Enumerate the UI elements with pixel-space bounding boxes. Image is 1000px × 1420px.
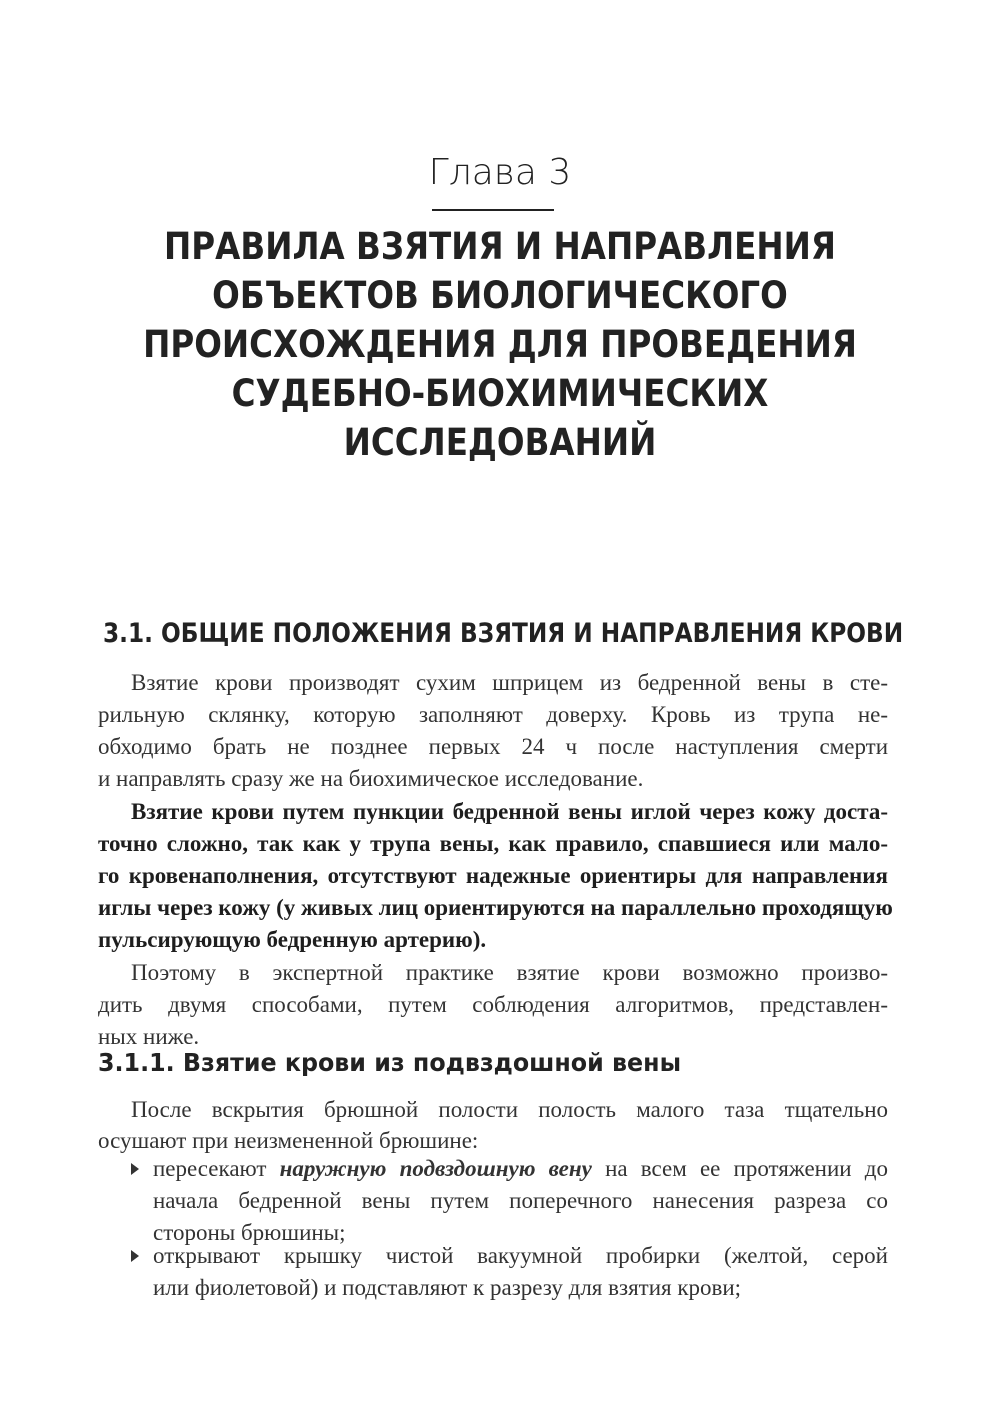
list-item-line (153, 1154, 888, 1184)
paragraph-line: и направлять сразу же на биохимическое исследование. (98, 766, 644, 791)
chapter-title (130, 222, 869, 467)
paragraph-line: дить двумя способами, путем соблюдения алгоритмов, представлен- (98, 992, 888, 1017)
chapter-label: Глава 3 (428, 152, 572, 193)
list-item-line: или фиолетовой) и подставляют к разрезу для взятия крови; (153, 1275, 742, 1300)
bullet-triangle-icon (131, 1163, 139, 1175)
paragraph-line: После вскрытия брюшной полости полость малого таза тщательно (131, 1097, 888, 1122)
bold-paragraph-line: Взятие крови путем пункции бедренной вены иглой через кожу доста- (131, 799, 888, 824)
paragraph-line: ных ниже. (98, 1024, 200, 1049)
bullet-triangle-icon (131, 1250, 139, 1262)
list-item-line: стороны брюшины; (153, 1220, 346, 1245)
paragraph-line: обходимо брать не позднее первых 24 ч после наступления смерти (98, 734, 888, 759)
chapter-title-line: ОБЪЕКТОВ БИОЛОГИЧЕСКОГО (212, 274, 788, 317)
bold-paragraph-line: точно сложно, так как у трупа вены, как правило, спавшиеся или мало- (98, 831, 888, 856)
emphasis-text: наружную подвздошную вену (279, 1156, 592, 1181)
subsection-heading: 3.1.1. Взятие крови из подвздошной вены (98, 1048, 682, 1077)
bold-paragraph-line: пульсирующую бедренную артерию). (98, 927, 487, 952)
list-item-text: пересекают (153, 1156, 280, 1181)
list-item-line: начала бедренной вены путем поперечного нанесения разреза со (153, 1188, 888, 1213)
paragraph-line: Взятие крови производят сухим шприцем из бедренной вены в сте- (131, 670, 888, 695)
list-item-text: на всем ее протяжении до (591, 1156, 889, 1181)
paragraph-line: Поэтому в экспертной практике взятие крови возможно произво- (131, 960, 888, 985)
bold-paragraph-line: иглы через кожу (у живых лиц ориентируются на параллельно проходящую (98, 895, 893, 920)
chapter-title-line: СУДЕБНО-БИОХИМИЧЕСКИХ (231, 372, 769, 415)
chapter-underline (432, 209, 554, 211)
bold-paragraph-line: го кровенаполнения, отсутствуют надежные ориентиры для направления (98, 863, 888, 888)
chapter-title-line: ИССЛЕДОВАНИЙ (343, 421, 657, 464)
paragraph-line: осушают при неизмененной брюшине: (98, 1128, 479, 1153)
chapter-title-line: ПРАВИЛА ВЗЯТИЯ И НАПРАВЛЕНИЯ (164, 225, 836, 268)
section-heading: 3.1. ОБЩИЕ ПОЛОЖЕНИЯ ВЗЯТИЯ И НАПРАВЛЕНИЯ КРОВИ (103, 618, 904, 649)
chapter-title-line: ПРОИСХОЖДЕНИЯ ДЛЯ ПРОВЕДЕНИЯ (143, 323, 857, 366)
list-item-line: открывают крышку чистой вакуумной пробирки (желтой, серой (153, 1243, 888, 1268)
paragraph-line: рильную склянку, которую заполняют доверху. Кровь из трупа не- (98, 702, 888, 727)
